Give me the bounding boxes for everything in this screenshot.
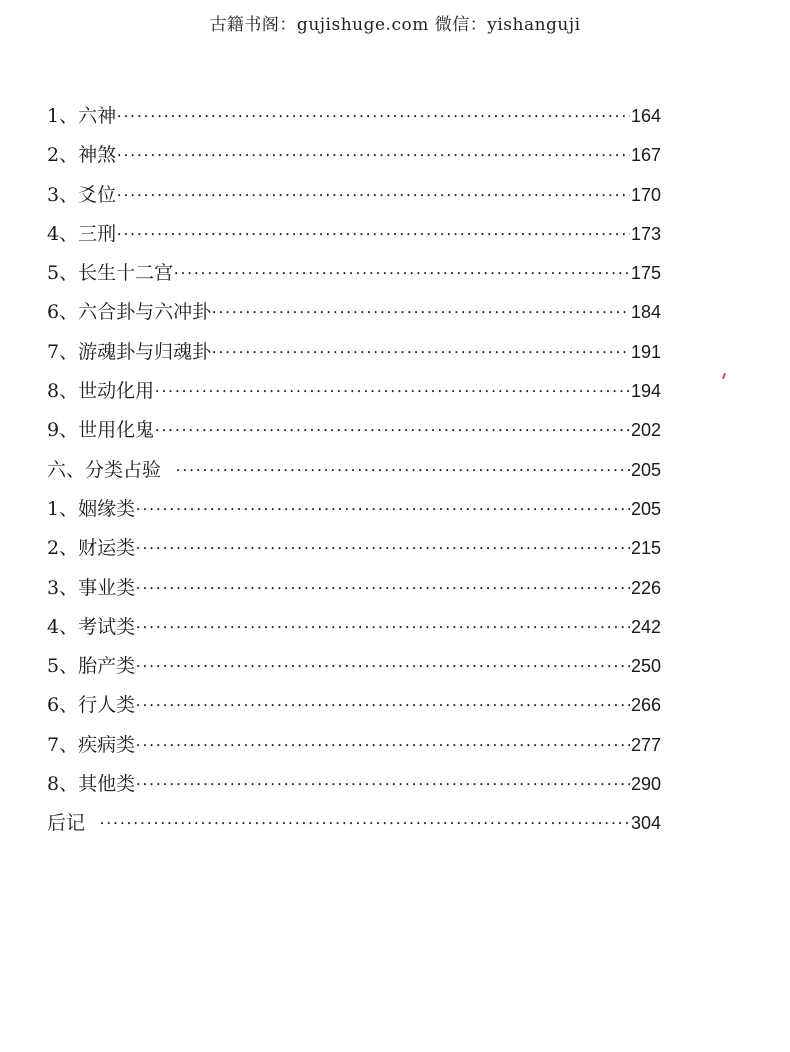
toc-entry[interactable] xyxy=(47,808,661,847)
toc-entry-page: 215 xyxy=(630,538,661,559)
toc-entry-page: 191 xyxy=(630,341,661,362)
toc-entry-label: 7、游魂卦与归魂卦 xyxy=(47,340,212,363)
toc-entry[interactable] xyxy=(47,337,661,376)
toc-entry-page: 250 xyxy=(630,656,661,677)
toc-entry-page: 290 xyxy=(630,774,661,795)
toc-entry-label: 8、其他类 xyxy=(47,773,136,796)
toc-entry-page: 194 xyxy=(630,381,661,402)
toc-entry-label: 1、六神 xyxy=(47,105,117,127)
toc-entry-label: 5、胎产类 xyxy=(47,655,136,678)
toc-entry-page: 205 xyxy=(630,459,661,480)
toc-entry[interactable] xyxy=(47,297,661,336)
toc-entry-page: 266 xyxy=(630,695,661,716)
toc-entry[interactable] xyxy=(47,730,661,769)
toc-section-entry[interactable] xyxy=(47,455,661,494)
toc-dot-leader xyxy=(100,815,630,829)
toc-entry-label: 4、考试类 xyxy=(47,615,136,638)
toc-entry-label: 4、三刑 xyxy=(47,222,117,245)
toc-entry[interactable] xyxy=(47,376,661,415)
toc-entry-page: 175 xyxy=(630,263,661,284)
toc-dot-leader xyxy=(155,383,630,397)
toc-entry-label: 8、世动化用 xyxy=(47,380,155,403)
toc-entry-page: 167 xyxy=(630,145,661,166)
toc-entry-label: 6、行人类 xyxy=(47,694,136,717)
toc-entry[interactable] xyxy=(47,533,661,572)
toc-entry-label: 9、世用化鬼 xyxy=(47,419,155,442)
toc-entry-label: 6、六合卦与六冲卦 xyxy=(47,301,212,324)
toc-entry[interactable] xyxy=(47,140,661,179)
toc-entry-label: 后记 xyxy=(47,812,86,835)
toc-entry-label: 3、爻位 xyxy=(47,183,117,206)
toc-entry[interactable] xyxy=(47,180,661,219)
toc-dot-leader xyxy=(117,226,630,240)
toc-dot-leader xyxy=(155,422,630,436)
toc-entry-page: 184 xyxy=(630,302,661,323)
toc-entry-page: 170 xyxy=(630,184,661,205)
toc-entry[interactable] xyxy=(47,769,661,808)
toc-entry-page: 242 xyxy=(630,616,661,637)
toc-entry-page: 304 xyxy=(630,813,661,834)
toc-dot-leader xyxy=(136,658,630,672)
table-of-contents xyxy=(47,101,661,848)
toc-dot-leader xyxy=(136,697,630,711)
toc-dot-leader xyxy=(117,108,630,122)
toc-entry-label: 5、长生十二宫 xyxy=(47,262,174,285)
toc-entry[interactable] xyxy=(47,573,661,612)
toc-dot-leader xyxy=(174,265,630,279)
toc-dot-leader xyxy=(136,737,630,751)
toc-section-label: 六、分类占验 xyxy=(47,458,162,481)
toc-entry[interactable] xyxy=(47,690,661,729)
toc-entry[interactable] xyxy=(47,494,661,533)
toc-dot-leader xyxy=(212,304,630,318)
toc-entry-page: 205 xyxy=(630,498,661,519)
scan-speck xyxy=(722,373,726,379)
toc-dot-leader xyxy=(136,580,630,594)
page-header-watermark: 古籍书阁：gujishuge.com 微信：yishanguji xyxy=(209,15,581,35)
toc-dot-leader xyxy=(212,344,630,358)
toc-entry-page: 277 xyxy=(630,734,661,755)
toc-entry[interactable] xyxy=(47,101,661,140)
toc-entry-page: 226 xyxy=(630,577,661,598)
toc-entry[interactable] xyxy=(47,258,661,297)
toc-entry[interactable] xyxy=(47,219,661,258)
toc-dot-leader xyxy=(136,776,630,790)
toc-entry-page: 164 xyxy=(630,106,661,126)
toc-dot-leader xyxy=(176,462,630,476)
toc-entry-page: 202 xyxy=(630,420,661,441)
toc-entry-label: 2、神煞 xyxy=(47,144,117,167)
toc-dot-leader xyxy=(136,619,630,633)
toc-dot-leader xyxy=(117,187,630,201)
toc-entry-page: 173 xyxy=(630,223,661,244)
toc-entry-label: 7、疾病类 xyxy=(47,733,136,756)
toc-entry-label: 3、事业类 xyxy=(47,576,136,599)
toc-dot-leader xyxy=(117,147,630,161)
toc-entry-label: 2、财运类 xyxy=(47,537,136,560)
toc-entry[interactable] xyxy=(47,612,661,651)
toc-dot-leader xyxy=(136,501,630,515)
toc-entry[interactable] xyxy=(47,651,661,690)
toc-entry-label: 1、姻缘类 xyxy=(47,497,136,520)
toc-dot-leader xyxy=(136,540,630,554)
toc-entry[interactable] xyxy=(47,415,661,454)
